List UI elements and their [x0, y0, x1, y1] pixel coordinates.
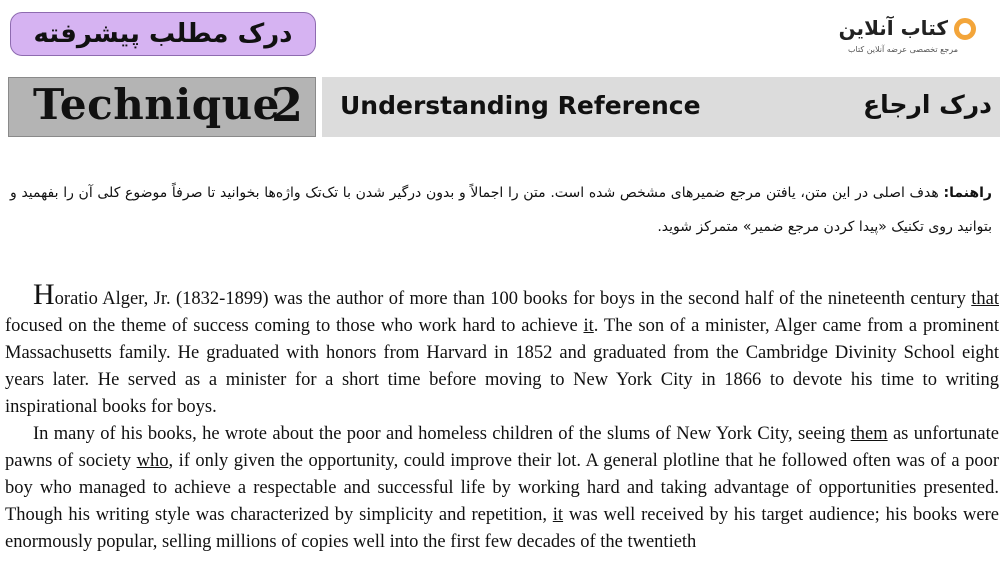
reading-passage	[5, 278, 999, 556]
technique-number: 2	[271, 78, 304, 132]
logo-ring-icon	[954, 18, 976, 40]
drop-cap: H	[33, 278, 55, 311]
logo-name: کتاب آنلاین	[838, 16, 948, 40]
section-title-bar	[322, 77, 1000, 137]
section-badge	[10, 12, 316, 56]
passage-paragraph-1	[5, 278, 999, 421]
guide-paragraph	[10, 176, 992, 244]
section-title-english: Understanding Reference	[340, 91, 701, 120]
guide-text: هدف اصلی در این متن، یافتن مرجع ضمیرهای مشخص شده است. متن را اجمالاً و بدون درگیر شدن با تک‌تک واژه‌ها بخوانید تا صرفاً موضوع کلی آن را بفهمید و بتوانید روی تکنیک «پیدا کردن مرجع ضمیر» متمرکز شوید.	[10, 185, 992, 235]
reference-word: them	[850, 424, 888, 444]
section-badge-label: درک مطلب پیشرفته	[33, 19, 293, 49]
guide-label: راهنما:	[943, 185, 992, 201]
logo-tagline: مرجع تخصصی عرضه آنلاین کتاب	[847, 45, 958, 54]
publisher-logo	[826, 16, 976, 60]
reference-word: who	[136, 451, 169, 471]
passage-text: was well received by his target audience; his books were enormously popular, selling millions of copies well into the first few decades of the twentieth	[5, 505, 999, 552]
reference-word: it	[583, 316, 594, 336]
passage-text: focused on the theme of success coming to those who work hard to achieve	[5, 316, 584, 336]
section-title-persian: درک ارجاع	[863, 90, 992, 119]
reference-word: that	[971, 289, 999, 309]
technique-box	[8, 77, 316, 137]
technique-label: Technique	[33, 80, 280, 129]
passage-text: oratio Alger, Jr. (1832-1899) was the author of more than 100 books for boys in the second half of the nineteenth century	[54, 289, 972, 309]
passage-text: . The son of a minister, Alger came from a prominent Massachusetts family. He graduated with honors from Harvard in 1852 and graduated from the Cambridge Divinity School eight years later. He served as a minister for a short time before moving to New York City in 1866 to devote his time to writing inspirational books for boys.	[5, 316, 999, 417]
passage-text: , if only given the opportunity, could improve their lot. A general plotline that he followed often was of a poor boy who managed to achieve a respectable and successful life by working hard and taking advantage of opportunities presented. Though his writing style was characterized by simplicity and repetition,	[5, 451, 999, 525]
passage-text: In many of his books, he wrote about the poor and homeless children of the slums of New York City, seeing	[33, 424, 851, 444]
reference-word: it	[552, 505, 564, 525]
passage-text: as unfortunate pawns of society	[5, 424, 999, 471]
passage-paragraph-2	[5, 421, 999, 556]
